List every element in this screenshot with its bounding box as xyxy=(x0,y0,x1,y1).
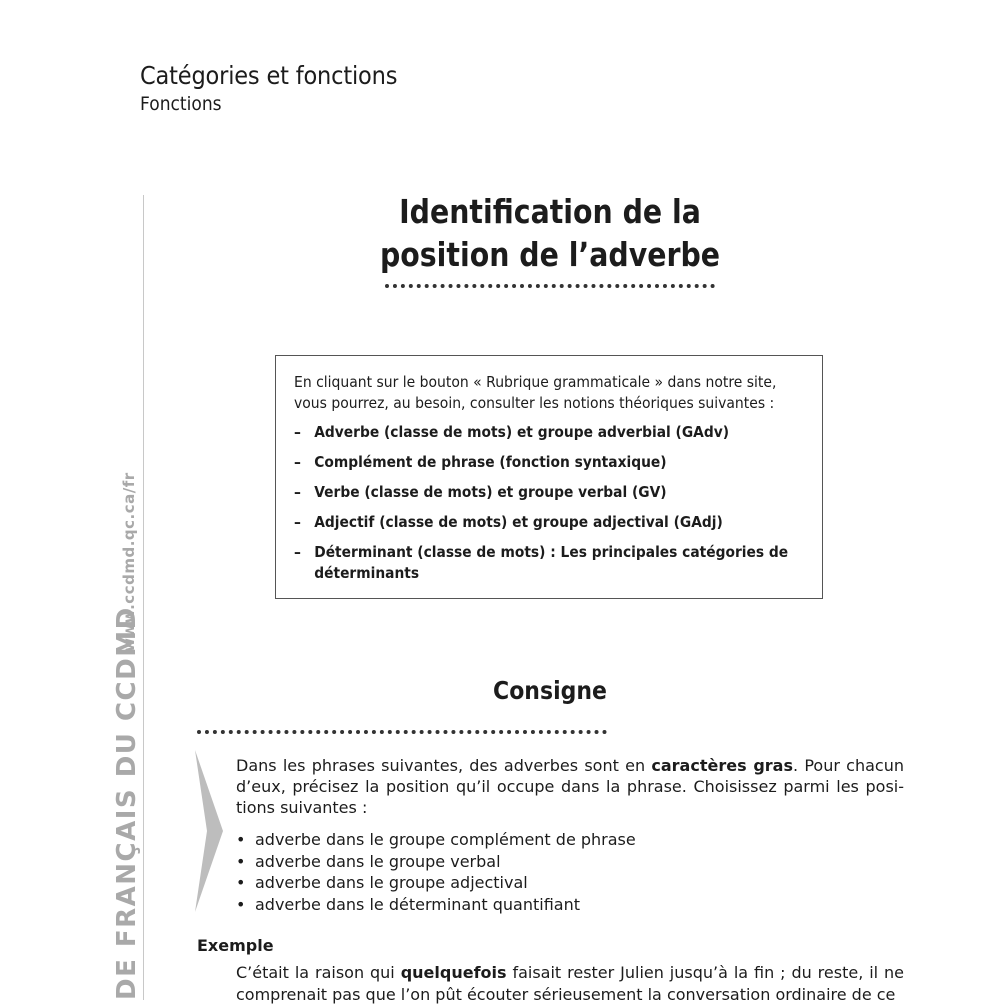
dash-marker: – xyxy=(294,453,301,471)
notion-item xyxy=(294,542,809,584)
example-heading: Exemple xyxy=(197,936,274,955)
example-text-start: C’était la raison qui xyxy=(236,963,401,982)
position-options-list xyxy=(236,829,636,915)
chevron-right-icon xyxy=(193,750,225,912)
position-option: • adverbe dans le déterminant quantifiant xyxy=(236,894,636,916)
dash-marker: – xyxy=(294,423,301,441)
page-title-line-2: position de l’adverbe xyxy=(379,235,721,274)
section-subtitle: Fonctions xyxy=(140,93,222,115)
section-title: Catégories et fonctions xyxy=(140,61,398,90)
page-header xyxy=(140,60,426,116)
dash-marker: – xyxy=(294,483,301,501)
notions-list xyxy=(294,422,809,593)
sidebar-url: www.ccdmd.qc.ca/fr xyxy=(120,472,138,652)
dash-marker: – xyxy=(294,543,301,561)
notion-item-text: Verbe (classe de mots) et groupe verbal (GV) xyxy=(314,483,667,501)
instructions-text-start: Dans les phrases suivantes, des adverbes sont en xyxy=(236,756,652,775)
notion-item-text: Déterminant (classe de mots) : Les principales catégories de déterminants xyxy=(314,543,789,582)
example-bold-adverb: quelquefois xyxy=(400,963,507,982)
position-option: • adverbe dans le groupe verbal xyxy=(236,851,636,873)
notion-item xyxy=(294,422,809,443)
page-title-line-1: Identification de la xyxy=(399,192,701,231)
notion-item xyxy=(294,452,809,473)
notion-item-text: Complément de phrase (fonction syntaxique) xyxy=(314,453,667,471)
example-text xyxy=(236,962,904,1006)
position-option: • adverbe dans le groupe adjectival xyxy=(236,872,636,894)
notion-item xyxy=(294,482,809,503)
sidebar-brand: DE FRANÇAIS DU CCDMD xyxy=(112,606,142,1000)
instructions-bold-term: caractères gras xyxy=(651,756,793,775)
notions-intro xyxy=(294,372,815,414)
consigne-instructions xyxy=(236,755,904,818)
dash-marker: – xyxy=(294,513,301,531)
position-option: • adverbe dans le groupe complément de phrase xyxy=(236,829,636,851)
page-title xyxy=(361,190,739,276)
notion-item xyxy=(294,512,809,533)
notions-intro-line-1: En cliquant sur le bouton « Rubrique grammaticale » dans notre site, xyxy=(294,373,777,391)
notion-item-text: Adjectif (classe de mots) et groupe adjectival (GAdj) xyxy=(314,513,723,531)
consigne-heading: Consigne xyxy=(493,676,607,705)
consigne-dotted-separator xyxy=(197,730,607,734)
title-dotted-separator xyxy=(385,284,715,288)
example-text-end: faisait rester Julien jusqu’à la fin ; du reste, il ne comprenait pas que l’on pût écouter sérieusement la conversation ordinaire de ce xyxy=(236,963,905,1004)
notions-intro-line-2: vous pourrez, au besoin, consulter les notions théoriques suivantes : xyxy=(294,394,775,412)
instructions-text-end: . Pour chacun d’eux, précisez la position qu’il occupe dans la phrase. Choisissez parmi les posi-tions suivantes : xyxy=(236,756,904,817)
notion-item-text: Adverbe (classe de mots) et groupe adverbial (GAdv) xyxy=(314,423,730,441)
sidebar-vertical-text xyxy=(112,400,152,1000)
theory-notions-box xyxy=(275,355,823,599)
